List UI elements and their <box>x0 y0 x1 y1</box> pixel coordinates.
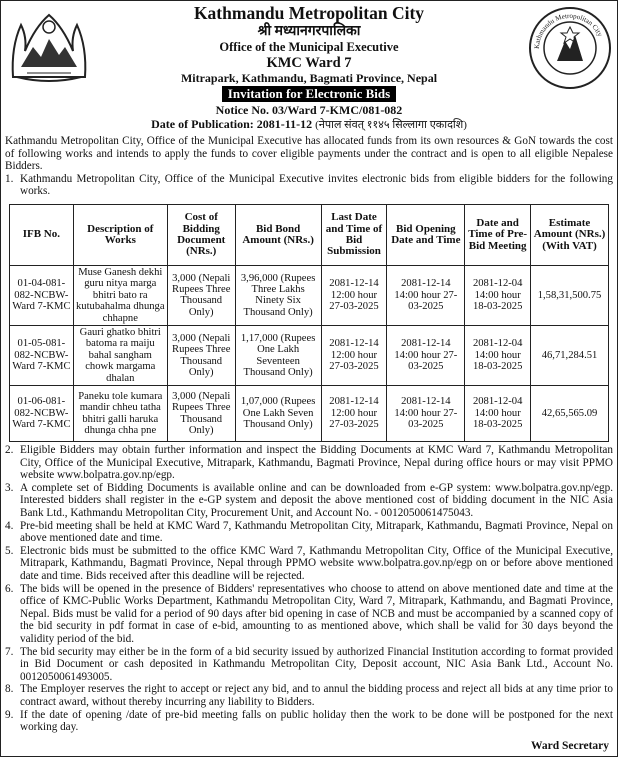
list-item-text: The Employer reserves the right to accept or reject any bid, and to annul the bidding process and reject all bids at any time prior to contract award, without thereby incurring any liability to Bidders. <box>20 683 613 708</box>
table-cell: 01-06-081-082-NCBW-Ward 7-KMC <box>10 386 74 442</box>
list-item <box>5 709 613 734</box>
column-header: Last Date and Time of Bid Submission <box>321 204 387 265</box>
ward-title: KMC Ward 7 <box>266 55 352 71</box>
table-cell: 2081-12-14 12:00 hour 27-03-2025 <box>321 265 387 325</box>
table-cell: 1,07,000 (Rupees One Lakh Seven Thousand Only) <box>235 386 321 442</box>
table-cell: 01-04-081-082-NCBW-Ward 7-KMC <box>10 265 74 325</box>
list-item <box>5 545 613 583</box>
table-cell: Muse Ganesh dekhi guru nitya marga bhitri bato ra kutubahalma dhunga chhapne <box>73 265 167 325</box>
column-header: IFB No. <box>10 204 74 265</box>
table-cell: 3,96,000 (Rupees Three Lakhs Ninety Six Thousand Only) <box>235 265 321 325</box>
office-title: Office of the Municipal Executive <box>219 40 399 54</box>
table-cell: 3,000 (Nepali Rupees Three Thousand Only) <box>167 386 235 442</box>
list-item <box>5 482 613 520</box>
list-item-number: 6. <box>5 582 14 595</box>
publication-date-label: Date of Publication: 2081-11-12 <box>151 117 313 131</box>
column-header: Date and Time of Pre-Bid Meeting <box>465 204 531 265</box>
invitation-banner: Invitation for Electronic Bids <box>222 86 396 102</box>
signature-title: Ward Secretary <box>530 740 609 752</box>
list-item-number: 5. <box>5 544 14 557</box>
list-item-text: The bid security may either be in the form of a bid security issued by authorized Financial Institution according to format provided in Bid Document or cash deposited in Kathmandu Metropolitan City, Deposit account, NIC Asia Bank Ltd., Account No. 0012050061493005. <box>20 645 613 683</box>
table-cell: 1,58,31,500.75 <box>531 265 609 325</box>
notice-number: Notice No. 03/Ward 7-KMC/081-082 <box>215 103 403 117</box>
intro-paragraph: Kathmandu Metropolitan City, Office of the Municipal Executive has allocated funds from its own resources & GoN towards the cost of following works and intends to apply the funds to cover eligible payments under the contract and is open to all eligible Nepalese Bidders. <box>5 135 613 173</box>
table-cell: 2081-12-04 14:00 hour 18-03-2025 <box>465 265 531 325</box>
list-item-text: Pre-bid meeting shall be held at KMC Ward 7, Kathmandu Metropolitan City, Mitrapark, Kathmandu, Bagmati Province, Nepal on above mentioned date and time. <box>20 519 613 545</box>
table-cell: 42,65,565.09 <box>531 386 609 442</box>
table-cell: 2081-12-14 12:00 hour 27-03-2025 <box>321 386 387 442</box>
table-cell: 1,17,000 (Rupees One Lakh Seventeen Thousand Only) <box>235 326 321 386</box>
list-item-number: 4. <box>5 519 14 532</box>
list-item <box>5 683 613 708</box>
column-header: Cost of Bidding Document (NRs.) <box>167 204 235 265</box>
table-cell: 2081-12-14 14:00 hour 27-03-2025 <box>387 386 465 442</box>
list-item <box>5 520 613 545</box>
table-cell: 3,000 (Nepali Rupees Three Thousand Only) <box>167 265 235 325</box>
publication-date-nepali: (नेपाल संवत् ११४५ सिल्लागा एकादशि) <box>315 119 467 131</box>
list-item-text: A complete set of Bidding Documents is available online and can be downloaded from e-GP system: www.bolpatra.gov.np/egp. Interested bidders shall register in the e-GP system and deposit the above mentioned cost of bidding document in the NIC Asia Bank Ltd., Kathmandu Metropolitan City, Procurement Unit, and Account No. - 0012050061475043. <box>20 481 613 519</box>
table-cell: Paneku tole kumara mandir chheu tatha bhitri galli haruka dhunga chha pne <box>73 386 167 442</box>
bids-table <box>9 204 609 442</box>
table-cell: 2081-12-04 14:00 hour 18-03-2025 <box>465 386 531 442</box>
table-cell: 2081-12-04 14:00 hour 18-03-2025 <box>465 326 531 386</box>
list-item-number: 8. <box>5 683 14 696</box>
table-header-row <box>10 204 609 265</box>
list-item-text: Electronic bids must be submitted to the office KMC Ward 7, Kathmandu Metropolitan City, Office of the Municipal Executive, Mitrapark, Kathmandu, Bagmati Province, Nepal through PPMO website www.bolpatra.gov.np/egp on or before above mentioned date and time. Bids received after this deadline will be rejected. <box>20 544 613 582</box>
table-cell: 01-05-081-082-NCBW-Ward 7-KMC <box>10 326 74 386</box>
city-title-nepali: श्री मध्यानगरपालिका <box>257 24 361 39</box>
list-item-number: 9. <box>5 708 14 721</box>
column-header: Bid Bond Amount (NRs.) <box>235 204 321 265</box>
list-item <box>5 444 613 482</box>
kmc-seal-icon <box>527 5 613 89</box>
table-cell: 2081-12-14 14:00 hour 27-03-2025 <box>387 326 465 386</box>
kmc-emblem-icon <box>7 7 91 83</box>
list-item <box>5 646 613 684</box>
publication-date <box>1 117 617 132</box>
list-item-text: The bids will be opened in the presence of Bidders' representatives who choose to attend on above mentioned date and time at the office of KMC-Public Works Department, Kathmandu Metropolitan City, Ward 7, Mitrapark, Kathmandu, and Bagmati Province, Nepal. Bids must be valid for a period of 90 days after bid opening in case of NCB and must be accompanied by a scanned copy of the bid security in pdf format in case of e-bid, amounting to as mentioned above, which shall be valid for 30 days beyond the validity period of the bid. <box>20 582 613 645</box>
list-item-number: 7. <box>5 645 14 658</box>
list-item-text: Kathmandu Metropolitan City, Office of the Municipal Executive invites electronic bids from eligible bidders for the following works. <box>20 172 613 198</box>
list-item <box>5 173 613 198</box>
table-row <box>10 265 609 325</box>
list-item-number: 1. <box>5 172 14 185</box>
column-header: Description of Works <box>73 204 167 265</box>
table-cell: Gauri ghatko bhitri batoma ra maiju bahal sangham chowk margama dhalan <box>73 326 167 386</box>
table-cell: 2081-12-14 12:00 hour 27-03-2025 <box>321 326 387 386</box>
table-cell: 46,71,284.51 <box>531 326 609 386</box>
table-row <box>10 326 609 386</box>
list-item-text: Eligible Bidders may obtain further information and inspect the Bidding Documents at KMC Ward 7, Kathmandu Metropolitan City, Office of the Municipal Executive, Mitrapark, Kathmandu, Bagmati Province, Nepal during office hours or may visit PPMO website www.bolpatra.gov.np/egp. <box>20 444 613 482</box>
city-title: Kathmandu Metropolitan City <box>193 3 425 23</box>
list-item-number: 3. <box>5 481 14 494</box>
table-row <box>10 386 609 442</box>
table-cell: 2081-12-14 14:00 hour 27-03-2025 <box>387 265 465 325</box>
notice-body <box>5 135 613 734</box>
column-header: Bid Opening Date and Time <box>387 204 465 265</box>
list-item <box>5 583 613 646</box>
seal-lettering: Kathmandu Metropolitan City <box>532 11 604 50</box>
column-header: Estimate Amount (NRs.) (With VAT) <box>531 204 609 265</box>
list-item-text: If the date of opening /date of pre-bid meeting falls on public holiday then the work to be done will be postponed for the next working day. <box>20 708 613 734</box>
notice-header <box>1 1 617 135</box>
table-cell: 3,000 (Nepali Rupees Three Thousand Only) <box>167 326 235 386</box>
address: Mitrapark, Kathmandu, Bagmati Province, Nepal <box>180 71 438 85</box>
list-item-number: 2. <box>5 444 14 457</box>
